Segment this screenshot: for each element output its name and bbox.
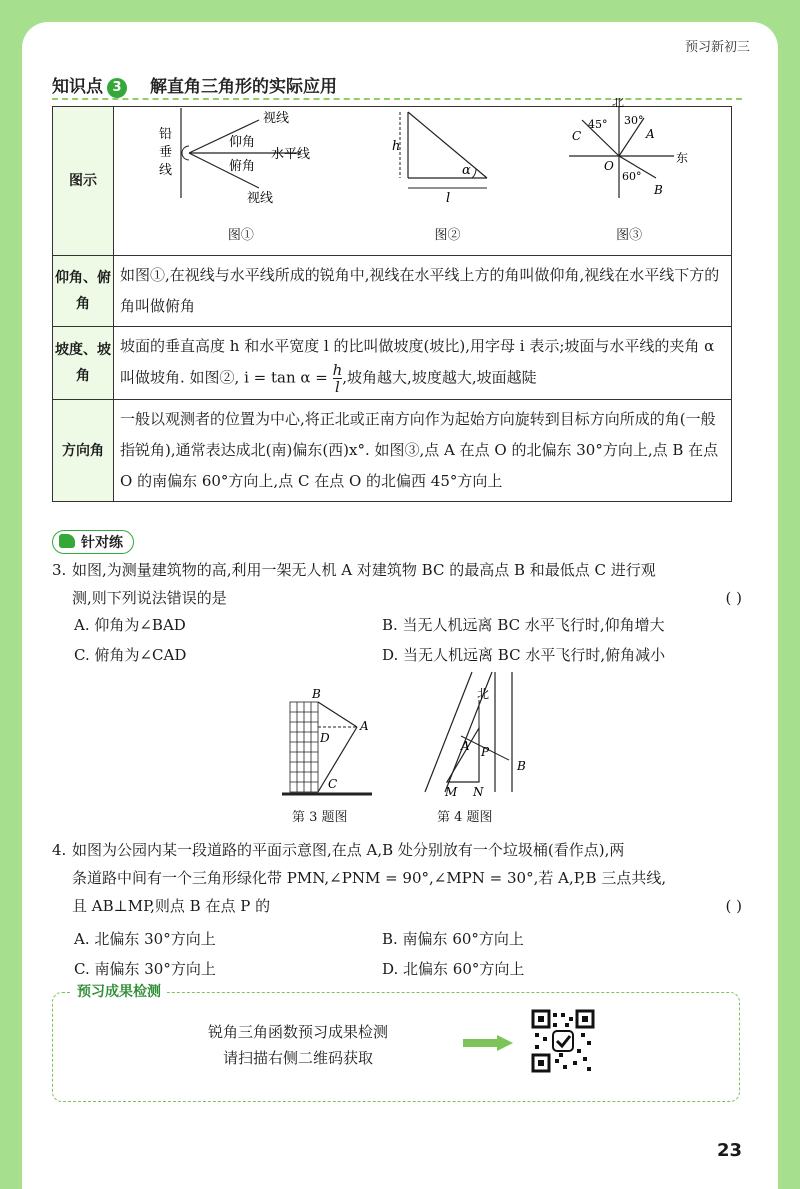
result-check-box: [52, 984, 740, 1102]
knowledge-point-label: 知识点 3: [52, 72, 131, 98]
vertical-label-3: 线: [158, 163, 172, 178]
q4-north-label: 北: [477, 687, 490, 701]
practice-badge: 针对练: [52, 530, 134, 554]
q4-point-a: A: [461, 739, 470, 753]
q4-point-m: M: [445, 785, 458, 799]
result-line-2: 请扫描右侧二维码获取: [223, 1049, 374, 1067]
q3-option-b[interactable]: B. 当无人机远离 BC 水平飞行时,仰角增大: [382, 616, 665, 634]
arrow-right-icon: [463, 1035, 513, 1051]
table-row: [53, 327, 732, 400]
question-4: [52, 836, 742, 920]
q3-point-a: A: [360, 719, 369, 733]
q3-point-d: D: [320, 731, 330, 745]
angle-alpha-label: α: [462, 163, 472, 178]
question-4-line-3: 且 AB⊥MP,则点 B 在点 P 的 ( ): [72, 897, 742, 915]
lower-sight-label: 视线: [246, 191, 273, 206]
north-label: 北: [612, 98, 625, 109]
question-3: [52, 556, 742, 612]
angle-60-label: 60°: [622, 170, 642, 183]
figure-2-caption: 图②: [434, 228, 461, 243]
point-o-label: O: [604, 159, 614, 173]
knowledge-table: [52, 98, 732, 502]
figure-1: [151, 98, 331, 251]
section-title: 解直角三角形的实际应用: [150, 77, 337, 97]
hand-icon: [59, 534, 75, 548]
table-row: [53, 400, 732, 502]
angle-30-label: 30°: [624, 114, 644, 127]
angle-45-label: 45°: [588, 118, 608, 131]
qr-code-icon[interactable]: [531, 1009, 595, 1073]
row-content: 如图①,在视线与水平线所成的锐角中,视线在水平线上方的角叫做仰角,视线在水平线下方的角叫做俯角: [114, 256, 732, 327]
elevation-label: 仰角: [228, 135, 255, 150]
q4-option-d[interactable]: D. 北偏东 60°方向上: [382, 960, 525, 978]
q4-option-a[interactable]: A. 北偏东 30°方向上: [74, 930, 216, 948]
question-4-figure: [417, 670, 527, 800]
question-3-line-1: 3. 如图,为测量建筑物的高,利用一架无人机 A 对建筑物 BC 的最高点 B 和最低点 C 进行观: [52, 561, 656, 579]
page: [22, 22, 778, 1189]
figure-3: [564, 98, 694, 251]
row-label: 图示: [53, 107, 114, 256]
vertical-label-2: 垂: [158, 145, 172, 160]
q4-point-b: B: [517, 759, 526, 773]
figures-cell: [114, 98, 732, 256]
q3-option-a[interactable]: A. 仰角为∠BAD: [74, 616, 186, 634]
question-3-figure-caption: 第 3 题图: [292, 810, 348, 825]
row-content: 一般以观测者的位置为中心,将正北或正南方向作为起始方向旋转到目标方向所成的角(一般指锐角),通常表达成北(南)偏东(西)x°. 如图③,点 A 在点 O 的北偏东 30°方向上,点 B 在点 O 的南偏东 60°方向上,点 C 在点 O 的北偏西 45°方向上: [114, 400, 732, 502]
q3-point-c: C: [328, 777, 338, 791]
question-4-line-1: 4. 如图为公园内某一段道路的平面示意图,在点 A,B 处分别放有一个垃圾桶(看作点),两: [52, 841, 625, 859]
page-number: 23: [716, 1140, 742, 1161]
q4-option-c[interactable]: C. 南偏东 30°方向上: [74, 960, 216, 978]
point-c-label: C: [572, 129, 582, 143]
slope-fraction: $\frac{h}{l}$: [332, 361, 343, 396]
result-check-title: 预习成果检测: [71, 981, 167, 1001]
q4-point-n: N: [473, 785, 484, 799]
q3-point-b: B: [312, 687, 321, 701]
elevation-depression-diagram: [151, 98, 331, 208]
q3-option-d[interactable]: D. 当无人机远离 BC 水平飞行时,俯角减小: [382, 646, 666, 664]
question-3-figure: [272, 682, 382, 802]
row-label: 方向角: [53, 400, 114, 502]
width-label: l: [446, 191, 451, 206]
result-check-text: [208, 1019, 388, 1071]
knowledge-point-number: 3: [107, 78, 127, 98]
table-row: [53, 256, 732, 327]
question-4-figure-caption: 第 4 题图: [437, 810, 493, 825]
horizontal-label: 水平线: [270, 147, 310, 162]
figure-1-caption: 图①: [227, 228, 254, 243]
east-label: 东: [676, 151, 689, 165]
result-line-1: 锐角三角函数预习成果检测: [208, 1023, 389, 1041]
figure-2: [392, 98, 502, 251]
height-label: h: [392, 139, 401, 154]
point-a-label: A: [646, 127, 655, 141]
question-4-line-2: 条道路中间有一个三角形绿化带 PMN,∠PNM = 90°,∠MPN = 30°,若 A,P,B 三点共线,: [72, 869, 667, 887]
vertical-label-1: 铅: [158, 127, 172, 142]
q4-point-p: P: [481, 745, 490, 759]
upper-sight-label: 视线: [262, 111, 289, 126]
slope-diagram: [392, 98, 502, 208]
row-label: 坡度、坡角: [53, 327, 114, 400]
q4-option-b[interactable]: B. 南偏东 60°方向上: [382, 930, 524, 948]
q3-option-c[interactable]: C. 俯角为∠CAD: [74, 646, 187, 664]
table-row: [53, 107, 732, 256]
row-label: 仰角、俯角: [53, 256, 114, 327]
row-content: 坡面的垂直高度 h 和水平宽度 l 的比叫做坡度(坡比),用字母 i 表示;坡面与水平线的夹角 α 叫做坡角. 如图②, i = tan α = $\frac{h}{l}$ ,坡角越大,坡度越大,坡面越陡: [114, 327, 732, 400]
point-b-label: B: [654, 183, 663, 197]
question-3-line-2: 测,则下列说法错误的是 ( ): [72, 589, 742, 607]
book-title: 预习新初三: [684, 40, 750, 55]
depression-label: 俯角: [228, 159, 255, 174]
direction-angle-diagram: [564, 98, 694, 208]
figure-3-caption: 图③: [616, 228, 643, 243]
section-header: [52, 72, 742, 100]
